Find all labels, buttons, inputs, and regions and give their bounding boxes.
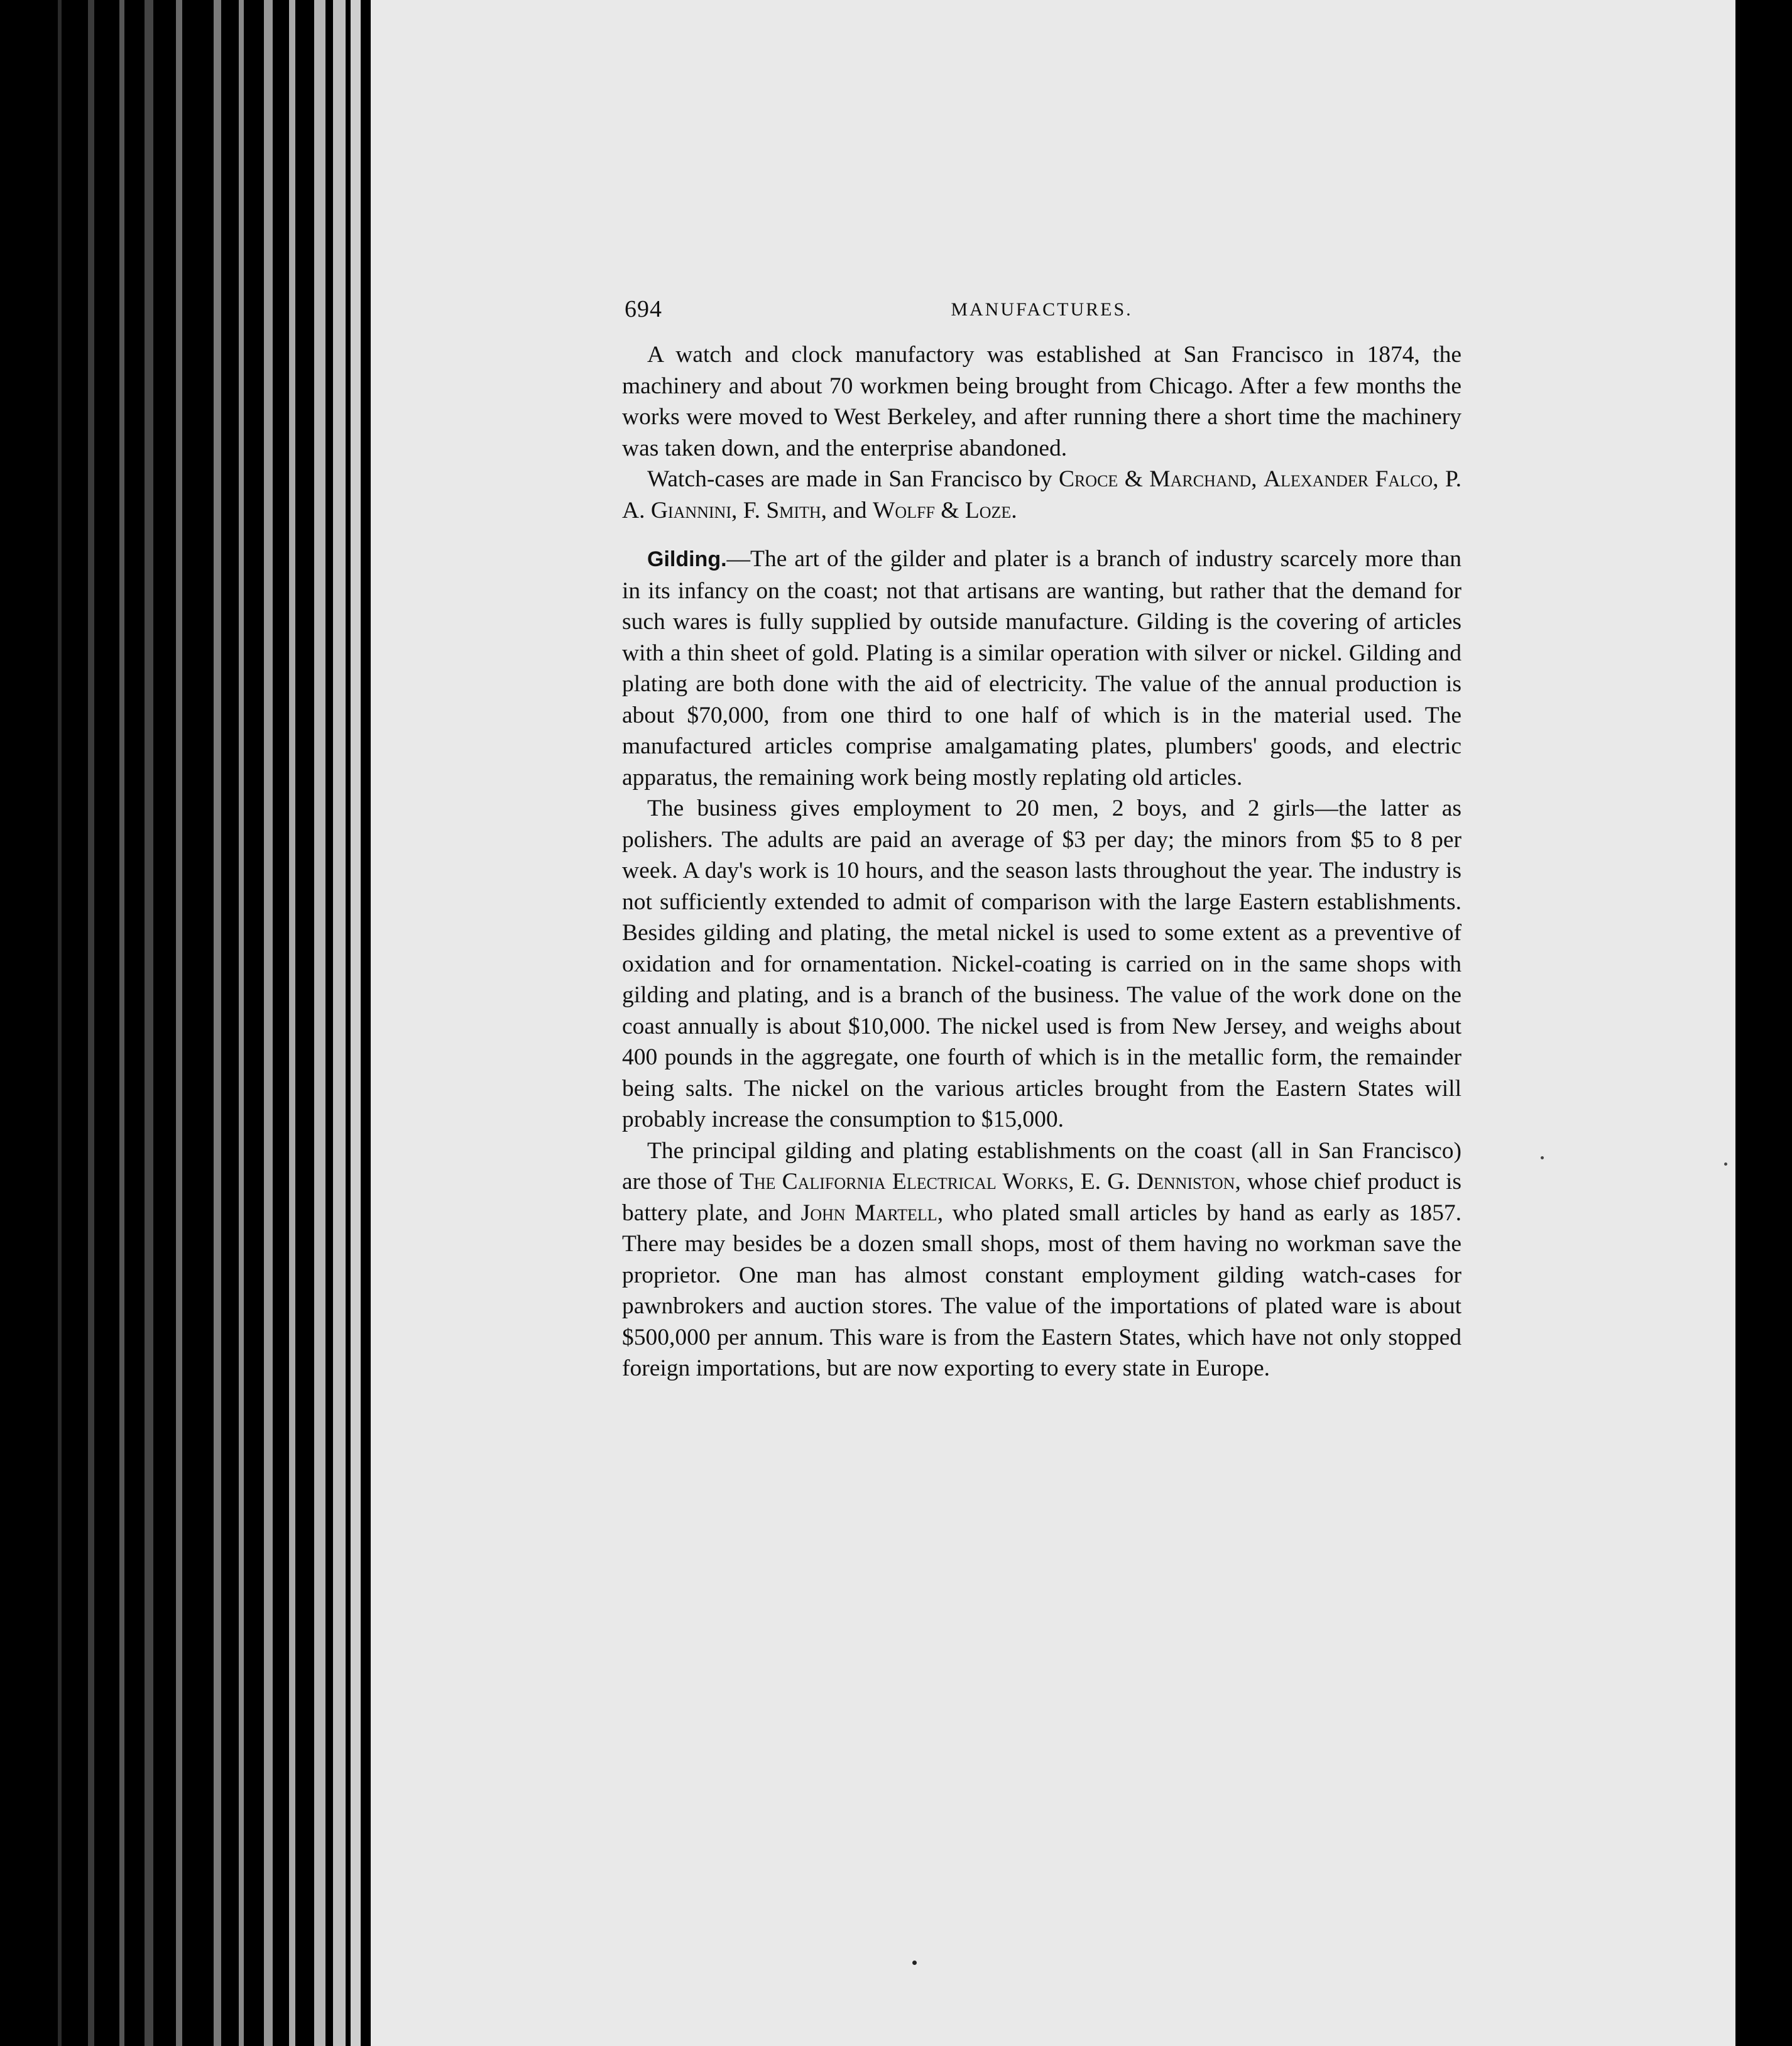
firm-name: P. A. Giannini [622,466,1462,523]
firm-name: The California Electrical Works [739,1169,1069,1195]
paragraph-watch-cases: Watch-cases are made in San Francisco by Croce & Marchand, Alexander Falco, P. A. Giannini, F. Smith, and Wolff & Loze. [622,466,1462,523]
running-head: MANUFACTURES. [951,299,1133,320]
scan-speck [1724,1162,1727,1166]
paragraph-employment: The business gives employment to 20 men, 2 boys, and 2 girls—the latter as polishers. The adults are paid an average of $3 per day; the minors from $5 to 8 per week. A day's work is 10 hours, and the season lasts throughout the year. The industry is not sufficiently extended to admit of comparison with the large Eastern establishments. Besides gilding and plating, the metal nickel is used to some extent as a preventive of oxidation and for ornamentation. Nickel-coating is carried on in the same shops with gilding and plating, and is a branch of the business. The value of the work done on the coast annually is about $10,000. The nickel used is from New Jersey, and weighs about 400 pounds in the aggregate, one fourth of which is in the metallic form, the remainder being salts. The nickel on the various articles brought from the Eastern States will probably increase the consumption to $15,000. [622,796,1461,1132]
book-page-edges [50,0,377,2046]
firm-name: Alexander Falco [1263,466,1433,492]
page-number: 694 [625,296,662,322]
scan-speck [912,1961,917,1965]
page-content [622,295,1461,1384]
paragraph-gilding: Gilding.—The art of the gilder and plater is a branch of industry scarcely more than in its infancy on the coast; not that artisans are wanting, but rather that the demand for such wares is fully supplied by outside manufacture. Gilding is the covering of articles with a thin sheet of gold. Plating is a similar operation with silver or nickel. Gilding and plating are both done with the aid of electricity. The value of the annual production is about $70,000, from one third to one half of which is in the material used. The manufactured articles comprise amalgamating plates, plumbers' goods, and electric apparatus, the remaining work being mostly replating old articles. [622,546,1461,790]
page-header [622,295,1461,331]
firm-name: E. G. Denniston [1080,1169,1235,1195]
scan-right-border [1735,0,1792,2046]
firm-name: John Martell [800,1200,937,1226]
firm-name: Wolff & Loze [872,497,1012,523]
firm-name: F. Smith [743,497,821,523]
book-page [371,0,1753,2046]
section-heading-gilding: Gilding. [647,547,727,571]
paragraph-watch-manufactory: A watch and clock manufactory was established at San Francisco in 1874, the machinery and about 70 workmen being brought from Chicago. After a few months the works were moved to West Berkeley, and after running there a short time the machinery was taken down, and the enterprise abandoned. [622,342,1461,461]
firm-name: Croce & Marchand [1058,466,1252,492]
paragraph-establishments: The principal gilding and plating establishments on the coast (all in San Francisco) are those of The California Electrical Works, E. G. Denniston, whose chief product is battery plate, and John Martell, who plated small articles by hand as early as 1857. There may besides be a dozen small shops, most of them having no workman save the proprietor. One man has almost constant employment gilding watch-cases for pawnbrokers and auction stores. The value of the importations of plated ware is about $500,000 per annum. This ware is from the Eastern States, which have not only stopped foreign importations, but are now exporting to every state in Europe. [622,1137,1462,1381]
scan-speck [1541,1156,1544,1159]
